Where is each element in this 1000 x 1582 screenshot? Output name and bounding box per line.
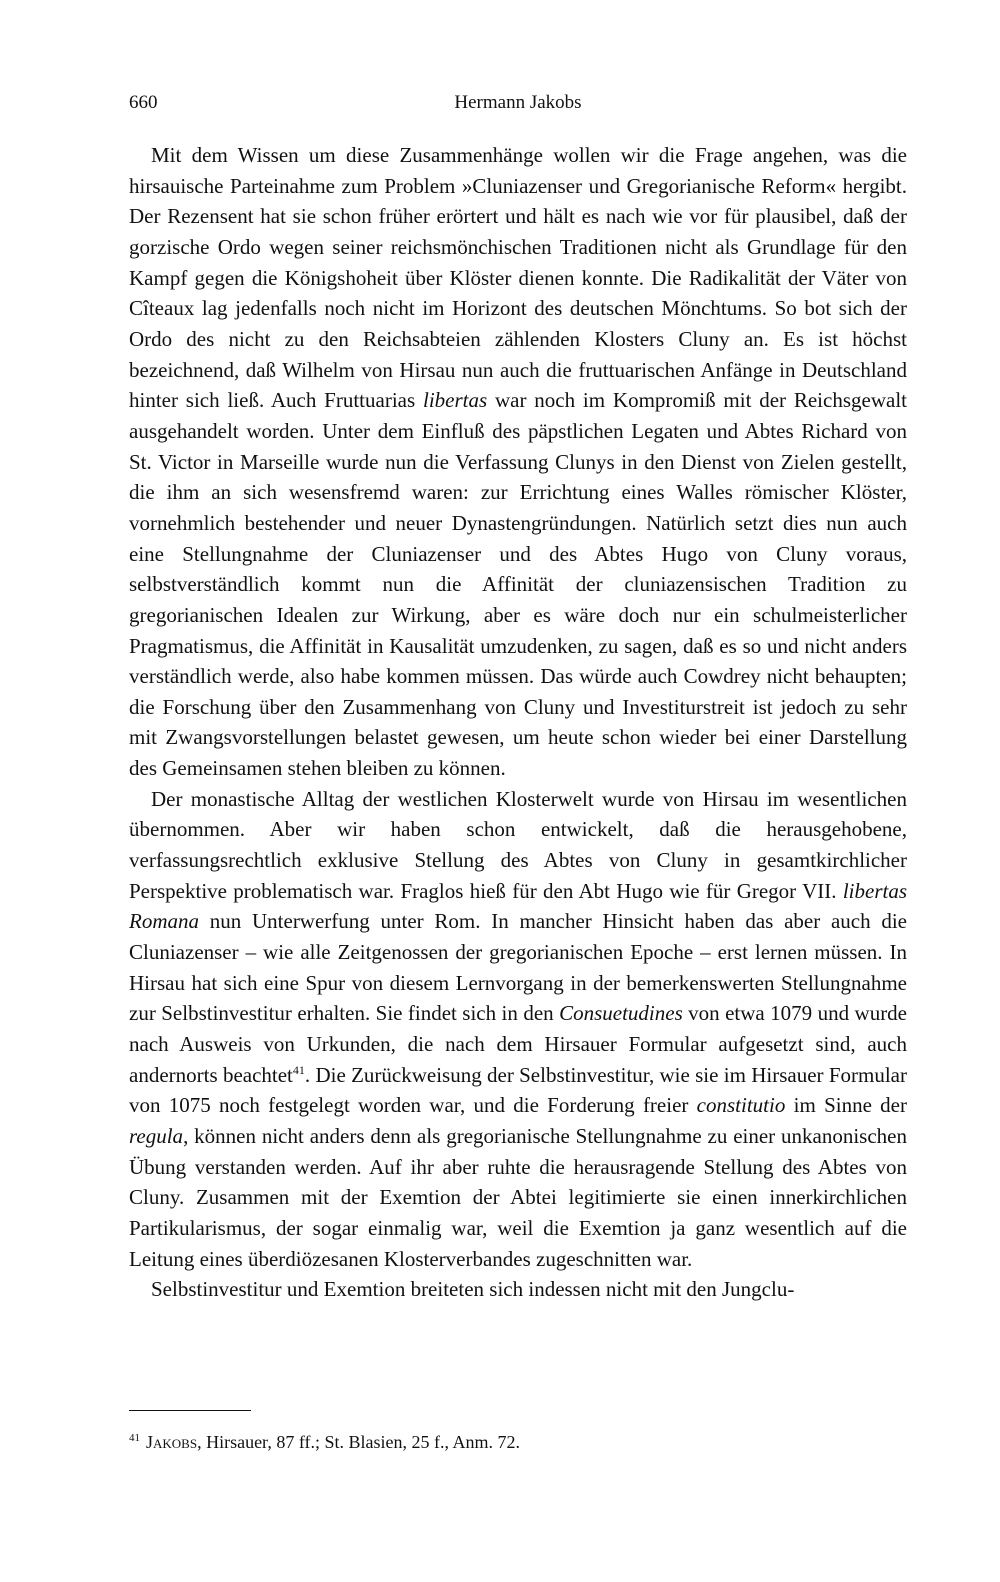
paragraph (129, 1274, 907, 1305)
text-segment: Selbstinvestitur und Exemtion breiteten sich indessen nicht mit den Jungclu- (151, 1277, 795, 1302)
text-segment: nun Unterwerfung unter Rom. In mancher Hinsicht haben das aber auch die Cluniazenser – wie alle Zeitgenossen der gregorianischen Epoche – erst lernen müssen. In Hirsau hat sich eine Spur von diesem Lernvorgang in der bemerkenswerten Stellungnahme zur Selbstinvestitur erhalten. Sie findet sich in den (129, 909, 907, 1026)
text-segment: . Die Zurückweisung der Selbstinvestitur, wie sie im Hirsauer Formular von 1075 noch festgelegt worden war, und die Forderung freier (129, 1062, 907, 1118)
paragraph (129, 784, 907, 1275)
italic-term: Consuetudines (559, 1001, 683, 1026)
footnote-mark: 41 (129, 1432, 140, 1444)
italic-term: libertas Romana (129, 878, 907, 934)
text-segment: von etwa 1079 und wurde nach Ausweis von Urkunden, die nach dem Hirsauer Formular aufgesetzt sind, auch andernorts beachtet (129, 1001, 908, 1087)
text-segment: , können nicht anders denn als gregorianische Stellungnahme zu einer unkanonischen Übung verstanden werden. Auf ihr aber ruhte die herausragende Stellung des Abtes von Cluny. Zusammen mit der Exemtion der Abtei legitimierte sie einen innerkirchlichen Partikularismus, der sogar einmalig war, weil die Exemtion ja ganz wesentlich auf die Leitung eines überdiözesanen Klosterverbandes zugeschnitten war. (129, 1124, 907, 1271)
footnote-reference: 41 (292, 1062, 305, 1077)
italic-term: libertas (422, 388, 488, 413)
footnote (129, 1430, 907, 1454)
paragraph (129, 140, 907, 784)
text-segment: im Sinne der (785, 1093, 907, 1118)
body-text (129, 140, 907, 1305)
running-head (129, 92, 907, 120)
footnote-text: , Hirsauer, 87 ff.; St. Blasien, 25 f., Anm. 72. (197, 1432, 520, 1452)
page-number: 660 (129, 92, 158, 113)
text-segment: Mit dem Wissen um diese Zusammenhänge wollen wir die Frage angehen, was die hirsauische Parteinahme zum Problem »Cluniazenser und Gregorianische Reform« hergibt. Der Rezensent hat sie schon früher erörtert und hält es nach wie vor für plausibel, daß der gorzische Ordo wegen seiner reichsmönchischen Traditionen nicht als Grundlage für den Kampf gegen die Königshoheit über Klöster dienen konnte. Die Radikalität der Väter von Cîteaux lag jedenfalls noch nicht im Horizont des deutschen Mönchtums. So bot sich der Ordo des nicht zu den Reichsabteien zählenden Klosters Cluny an. Es ist höchst bezeichnend, daß Wilhelm von Hirsau nun auch die fruttuarischen Anfänge in Deutschland hinter sich ließ. Auch Fruttuarias (129, 143, 907, 413)
text-segment: war noch im Kompromiß mit der Reichsgewalt ausgehandelt worden. Unter dem Einfluß des päpstlichen Legaten und Abtes Richard von St. Victor in Marseille wurde nun die Verfassung Clunys in den Dienst von Zielen gestellt, die ihm an sich wesensfremd waren: zur Errichtung eines Walles römischer Klöster, vornehmlich bestehender und neuer Dynastengründungen. Natürlich setzt dies nun auch eine Stellungnahme der Cluniazenser und des Abtes Hugo von Cluny voraus, selbstverständlich kommt nun die Affinität der cluniazensischen Tradition zu gregorianischen Idealen zur Wirkung, aber es wäre doch nur ein schulmeisterlicher Pragmatismus, die Affinität in Kausalität umzudenken, zu sagen, daß es so und nicht anders verständlich werde, also habe kommen müssen. Das würde auch Cowdrey nicht behaupten; die Forschung über den Zusammenhang von Cluny und Investiturstreit ist jedoch zu sehr mit Zwangsvorstellungen belastet gewesen, um heute schon wieder bei einer Darstellung des Gemeinsamen stehen bleiben zu können. (129, 388, 907, 781)
italic-term: constitutio (696, 1093, 786, 1118)
footnote-rule (129, 1410, 251, 1411)
footnote-author: Jakobs (146, 1432, 198, 1452)
text-segment: Der monastische Alltag der westlichen Klosterwelt wurde von Hirsau im wesentlichen übernommen. Aber wir haben schon entwickelt, daß die herausgehobene, verfassungsrechtlich exklusive Stellung des Abtes von Cluny in gesamtkirchlicher Perspektive problematisch war. Fraglos hieß für den Abt Hugo wie für Gregor VII. (129, 786, 907, 903)
running-title: Hermann Jakobs (454, 92, 582, 113)
italic-term: regula (129, 1124, 184, 1148)
